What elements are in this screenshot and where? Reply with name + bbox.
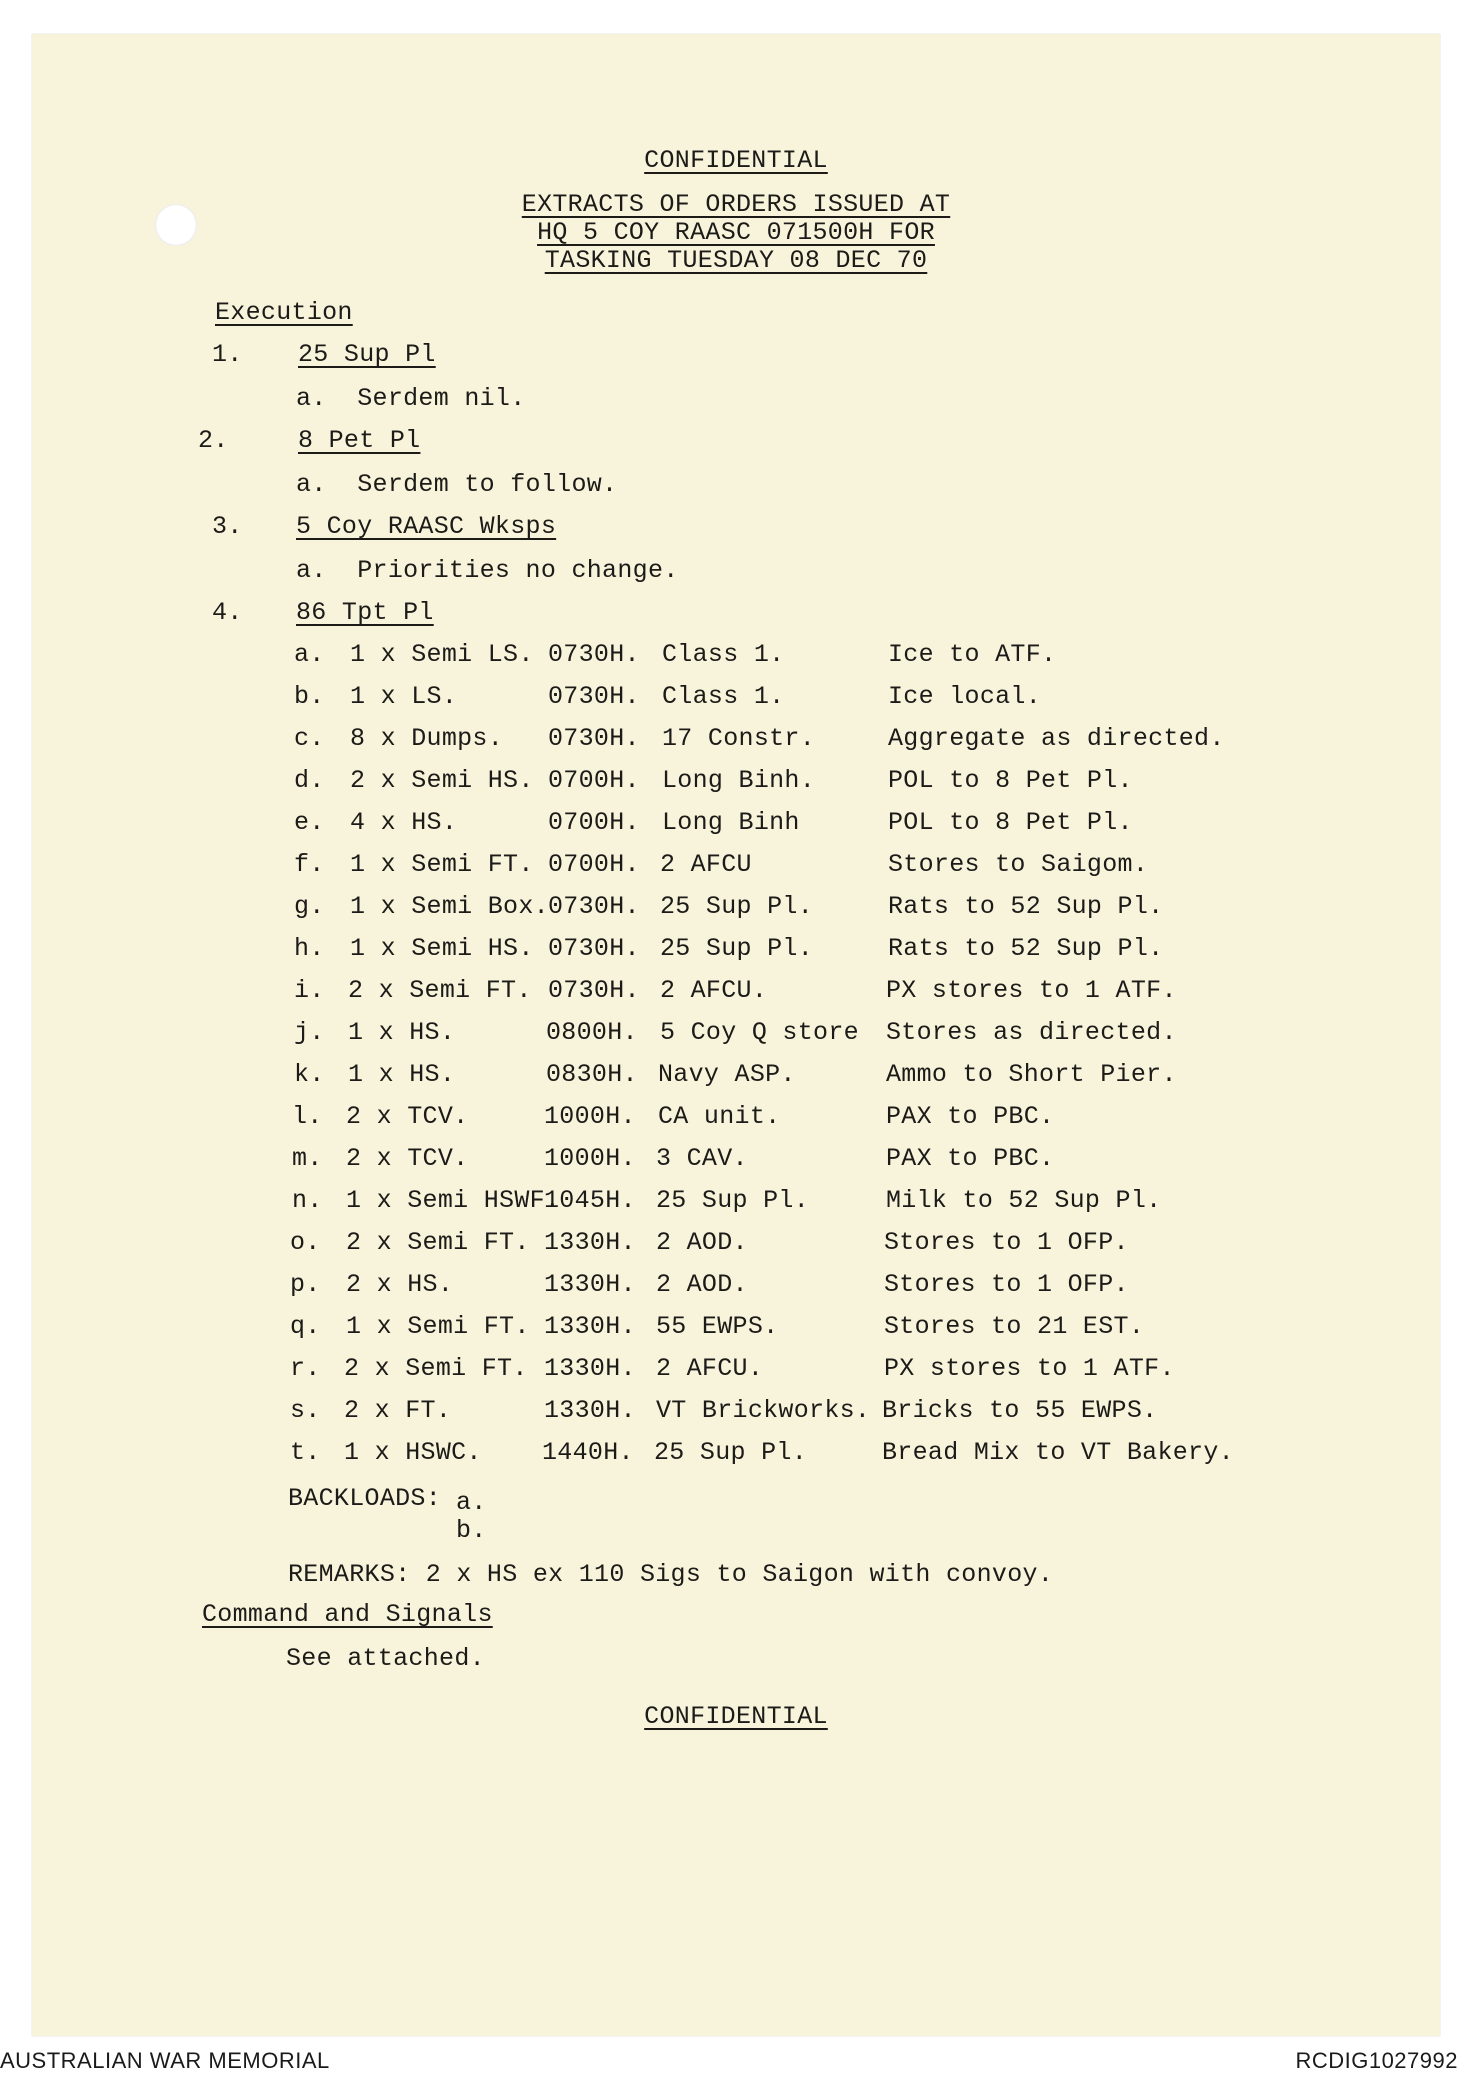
task-time: 1000H. (544, 1102, 636, 1131)
task-source: 3 CAV. (656, 1144, 748, 1173)
task-letter: m. (292, 1144, 323, 1173)
task-time: 0800H. (546, 1018, 638, 1047)
task-row (0, 808, 1468, 850)
section-number: 3. (212, 512, 243, 541)
task-letter: c. (294, 724, 325, 753)
task-description: Bread Mix to VT Bakery. (882, 1438, 1234, 1467)
task-row (0, 1102, 1468, 1144)
task-vehicles: 4 x HS. (350, 808, 458, 837)
task-vehicles: 1 x Semi Box. (350, 892, 549, 921)
task-source: 17 Constr. (662, 724, 816, 753)
task-description: Rats to 52 Sup Pl. (888, 934, 1164, 963)
task-row (0, 1396, 1468, 1438)
task-source: 2 AFCU (660, 850, 752, 879)
task-row (0, 640, 1468, 682)
task-letter: o. (290, 1228, 321, 1257)
task-vehicles: 1 x Semi LS. (350, 640, 534, 669)
execution-heading: Execution (215, 298, 353, 327)
section-item: a. Serdem nil. (296, 384, 526, 413)
task-description: Stores to 1 OFP. (884, 1270, 1129, 1299)
task-time: 1045H. (544, 1186, 636, 1215)
task-row (0, 934, 1468, 976)
task-row (0, 892, 1468, 934)
task-time: 0730H. (548, 682, 640, 711)
backload-item: a. (456, 1488, 487, 1517)
task-vehicles: 2 x HS. (346, 1270, 454, 1299)
task-row (0, 1060, 1468, 1102)
task-letter: k. (294, 1060, 325, 1089)
task-row (0, 1228, 1468, 1270)
archive-record-id: RCDIG1027992 (1295, 2048, 1458, 2073)
task-row (0, 724, 1468, 766)
task-vehicles: 2 x FT. (344, 1396, 452, 1425)
task-description: Milk to 52 Sup Pl. (886, 1186, 1162, 1215)
task-row (0, 766, 1468, 808)
task-row (0, 1438, 1468, 1480)
task-row (0, 1018, 1468, 1060)
task-description: PX stores to 1 ATF. (884, 1354, 1175, 1383)
archive-institution: AUSTRALIAN WAR MEMORIAL (0, 2048, 330, 2073)
task-source: 2 AFCU. (660, 976, 768, 1005)
punch-hole (155, 204, 197, 246)
task-source: 2 AFCU. (656, 1354, 764, 1383)
section-unit: 8 Pet Pl (298, 426, 421, 455)
task-time: 1330H. (544, 1354, 636, 1383)
classification-top: CONFIDENTIAL (644, 146, 828, 175)
task-source: Class 1. (662, 682, 785, 711)
task-source: 25 Sup Pl. (660, 934, 814, 963)
classification-bottom: CONFIDENTIAL (644, 1702, 828, 1731)
task-source: Navy ASP. (658, 1060, 796, 1089)
task-description: Stores to 21 EST. (884, 1312, 1145, 1341)
task-letter: n. (292, 1186, 323, 1215)
task-row (0, 682, 1468, 724)
task-time: 0730H. (548, 934, 640, 963)
task-description: Ice local. (888, 682, 1042, 711)
section-number: 1. (212, 340, 243, 369)
section-unit: 25 Sup Pl (298, 340, 436, 369)
section-item: a. Priorities no change. (296, 556, 679, 585)
task-time: 1000H. (544, 1144, 636, 1173)
task-letter: l. (292, 1102, 323, 1131)
task-description: Ice to ATF. (888, 640, 1057, 669)
task-row (0, 1270, 1468, 1312)
task-time: 0700H. (548, 766, 640, 795)
task-description: Stores to 1 OFP. (884, 1228, 1129, 1257)
task-time: 0730H. (548, 892, 640, 921)
task-source: 25 Sup Pl. (654, 1438, 808, 1467)
task-row (0, 850, 1468, 892)
section-unit: 86 Tpt Pl (296, 598, 434, 627)
task-source: Long Binh. (662, 766, 816, 795)
backload-item: b. (456, 1516, 487, 1545)
task-vehicles: 2 x Semi HS. (350, 766, 534, 795)
task-source: CA unit. (658, 1102, 781, 1131)
task-description: PAX to PBC. (886, 1102, 1055, 1131)
task-time: 1330H. (544, 1396, 636, 1425)
task-time: 0700H. (548, 808, 640, 837)
task-time: 1330H. (544, 1312, 636, 1341)
task-row (0, 1186, 1468, 1228)
title-line-1: EXTRACTS OF ORDERS ISSUED AT (521, 190, 951, 219)
task-vehicles: 2 x Semi FT. (348, 976, 532, 1005)
task-vehicles: 1 x Semi HS. (350, 934, 534, 963)
command-text: See attached. (286, 1644, 485, 1673)
task-letter: d. (294, 766, 325, 795)
task-vehicles: 2 x TCV. (346, 1144, 469, 1173)
task-row (0, 1354, 1468, 1396)
task-vehicles: 1 x Semi FT. (350, 850, 534, 879)
task-vehicles: 2 x TCV. (346, 1102, 469, 1131)
task-description: Ammo to Short Pier. (886, 1060, 1177, 1089)
task-letter: g. (294, 892, 325, 921)
task-source: Long Binh (662, 808, 800, 837)
task-vehicles: 1 x HSWC. (344, 1438, 482, 1467)
task-letter: a. (294, 640, 325, 669)
task-description: Aggregate as directed. (888, 724, 1225, 753)
section-number: 4. (212, 598, 243, 627)
task-vehicles: 1 x Semi HSWF. (346, 1186, 561, 1215)
task-vehicles: 1 x HS. (348, 1060, 456, 1089)
task-letter: e. (294, 808, 325, 837)
task-vehicles: 2 x Semi FT. (346, 1228, 530, 1257)
task-description: PAX to PBC. (886, 1144, 1055, 1173)
task-time: 0830H. (546, 1060, 638, 1089)
task-time: 1330H. (544, 1228, 636, 1257)
task-time: 1440H. (542, 1438, 634, 1467)
task-time: 0700H. (548, 850, 640, 879)
task-time: 0730H. (548, 724, 640, 753)
task-description: Rats to 52 Sup Pl. (888, 892, 1164, 921)
task-vehicles: 1 x HS. (348, 1018, 456, 1047)
section-item: a. Serdem to follow. (296, 470, 618, 499)
task-time: 0730H. (548, 640, 640, 669)
task-letter: i. (294, 976, 325, 1005)
task-description: Bricks to 55 EWPS. (882, 1396, 1158, 1425)
task-source: VT Brickworks. (656, 1396, 871, 1425)
task-description: Stores as directed. (886, 1018, 1177, 1047)
task-letter: p. (290, 1270, 321, 1299)
remarks: REMARKS: 2 x HS ex 110 Sigs to Saigon with convoy. (288, 1560, 1054, 1589)
task-vehicles: 1 x Semi FT. (346, 1312, 530, 1341)
task-source: 55 EWPS. (656, 1312, 779, 1341)
task-source: 25 Sup Pl. (660, 892, 814, 921)
task-letter: t. (290, 1438, 321, 1467)
task-source: 25 Sup Pl. (656, 1186, 810, 1215)
task-time: 0730H. (548, 976, 640, 1005)
task-letter: s. (290, 1396, 321, 1425)
task-source: Class 1. (662, 640, 785, 669)
task-letter: r. (290, 1354, 321, 1383)
title-line-2: HQ 5 COY RAASC 071500H FOR (537, 218, 935, 247)
task-source: 5 Coy Q store (660, 1018, 859, 1047)
task-letter: f. (294, 850, 325, 879)
task-vehicles: 1 x LS. (350, 682, 458, 711)
task-description: Stores to Saigom. (888, 850, 1149, 879)
task-letter: b. (294, 682, 325, 711)
task-row (0, 976, 1468, 1018)
task-row (0, 1312, 1468, 1354)
command-heading: Command and Signals (202, 1600, 493, 1629)
section-number: 2. (198, 426, 229, 455)
title-line-3: TASKING TUESDAY 08 DEC 70 (544, 246, 928, 275)
task-row (0, 1144, 1468, 1186)
task-letter: j. (294, 1018, 325, 1047)
task-description: POL to 8 Pet Pl. (888, 808, 1133, 837)
task-vehicles: 2 x Semi FT. (344, 1354, 528, 1383)
task-description: PX stores to 1 ATF. (886, 976, 1177, 1005)
task-letter: h. (294, 934, 325, 963)
task-letter: q. (290, 1312, 321, 1341)
section-unit: 5 Coy RAASC Wksps (296, 512, 557, 541)
task-source: 2 AOD. (656, 1270, 748, 1299)
task-time: 1330H. (544, 1270, 636, 1299)
task-description: POL to 8 Pet Pl. (888, 766, 1133, 795)
task-vehicles: 8 x Dumps. (350, 724, 504, 753)
backloads-label: BACKLOADS: (288, 1484, 442, 1513)
task-source: 2 AOD. (656, 1228, 748, 1257)
